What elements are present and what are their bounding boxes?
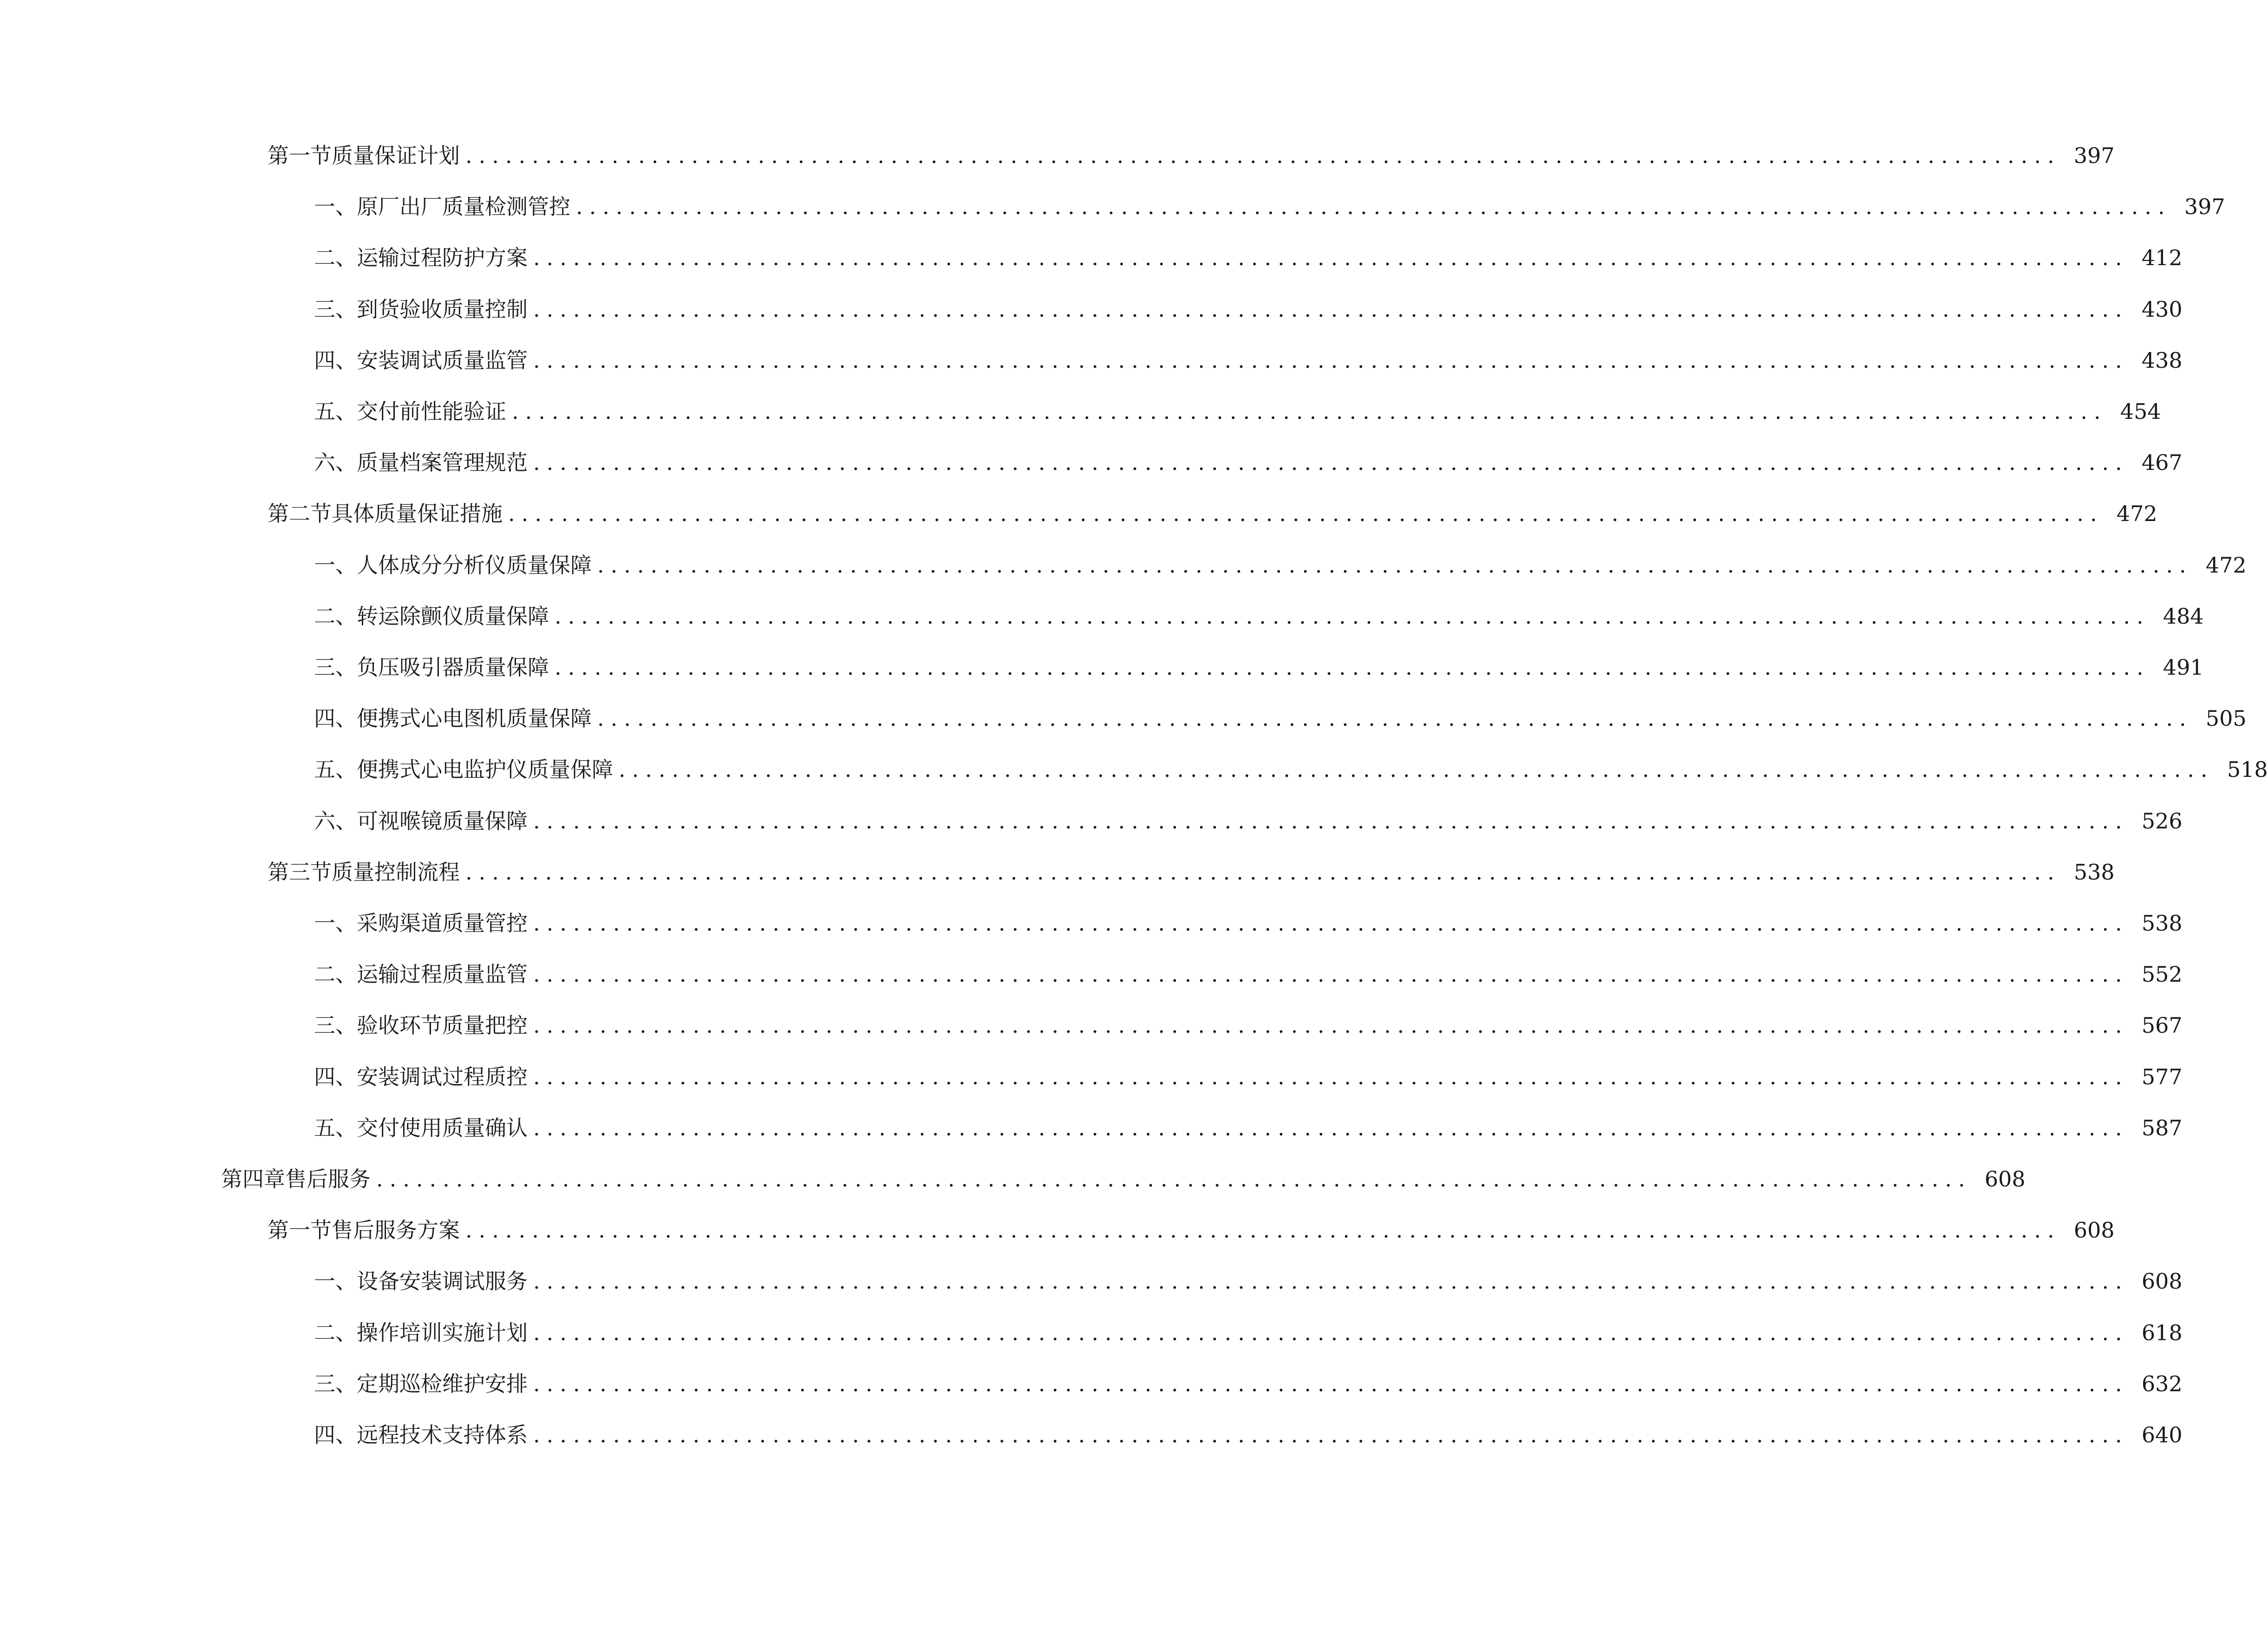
toc-entry-title: 原厂出厂质量检测管控 — [357, 194, 570, 219]
toc-entry-title: 具体质量保证措施 — [332, 501, 503, 526]
toc-entry-title: 采购渠道质量管控 — [357, 911, 528, 936]
toc-entry-number: 第一节 — [268, 143, 332, 168]
toc-page-number: 577 — [2141, 1064, 2183, 1089]
toc-entry[interactable] — [314, 751, 2268, 788]
toc-entry-number: 四、 — [314, 706, 357, 731]
toc-dot-leader: ........................................................................................................................ — [465, 143, 2061, 168]
toc-page-number: 397 — [2073, 143, 2115, 168]
toc-entry[interactable] — [314, 1314, 2183, 1351]
toc-dot-leader: ........................................................................................................................ — [533, 1320, 2129, 1345]
toc-entry[interactable] — [314, 342, 2183, 379]
toc-entry[interactable] — [314, 188, 2225, 225]
toc-entry-title: 定期巡检维护安排 — [357, 1371, 528, 1396]
toc-entry[interactable] — [314, 956, 2183, 993]
toc-entry-number: 一、 — [314, 911, 357, 936]
toc-page-number: 538 — [2141, 911, 2183, 936]
toc-entry-title: 安装调试质量监管 — [357, 348, 528, 373]
toc-dot-leader: ........................................................................................................................ — [555, 655, 2150, 680]
toc-dot-leader: ........................................................................................................................ — [533, 1269, 2129, 1294]
toc-entry[interactable] — [314, 1416, 2183, 1453]
toc-page-number: 438 — [2141, 348, 2183, 373]
toc-entry-number: 五、 — [314, 399, 357, 424]
toc-entry-number: 三、 — [314, 1371, 357, 1396]
toc-dot-leader: ........................................................................................................................ — [465, 860, 2061, 885]
toc-page-number: 567 — [2141, 1013, 2183, 1038]
toc-entry-title: 转运除颤仪质量保障 — [357, 604, 549, 629]
toc-entry-number: 四、 — [314, 1064, 357, 1089]
toc-entry-title: 售后服务方案 — [332, 1218, 460, 1243]
toc-entry-title: 验收环节质量把控 — [357, 1013, 528, 1038]
toc-page-number: 640 — [2141, 1422, 2183, 1447]
toc-entry-title: 负压吸引器质量保障 — [357, 655, 549, 680]
toc-entry-number: 一、 — [314, 1269, 357, 1294]
toc-entry[interactable] — [314, 1365, 2183, 1402]
toc-page-number: 484 — [2163, 604, 2204, 629]
toc-page-number: 505 — [2205, 706, 2247, 731]
toc-dot-leader: ........................................................................................................................ — [555, 604, 2150, 629]
toc-entry[interactable] — [314, 291, 2183, 328]
toc-dot-leader: ........................................................................................................................ — [533, 911, 2129, 936]
toc-entry-number: 二、 — [314, 1320, 357, 1345]
toc-entry[interactable] — [268, 1212, 2115, 1249]
toc-entry[interactable] — [268, 495, 2157, 532]
toc-entry-number: 五、 — [314, 1115, 357, 1140]
toc-entry-title: 安装调试过程质控 — [357, 1064, 528, 1089]
toc-page-number: 552 — [2141, 962, 2183, 987]
toc-entry-number: 三、 — [314, 297, 357, 322]
toc-entry-number: 三、 — [314, 1013, 357, 1038]
toc-entry[interactable] — [314, 444, 2183, 481]
toc-entry-number: 六、 — [314, 450, 357, 475]
toc-page-number: 618 — [2141, 1320, 2183, 1345]
toc-page-number: 518 — [2227, 757, 2268, 782]
toc-entry[interactable] — [314, 905, 2183, 942]
toc-page-number: 491 — [2163, 655, 2204, 680]
toc-entry-title: 售后服务 — [285, 1166, 371, 1192]
toc-entry-title: 运输过程防护方案 — [357, 245, 528, 270]
toc-page-number: 538 — [2073, 860, 2115, 885]
toc-entry-number: 五、 — [314, 757, 357, 782]
toc-entry[interactable] — [314, 700, 2247, 737]
toc-entry-number: 六、 — [314, 808, 357, 834]
toc-page-number: 430 — [2141, 297, 2183, 322]
toc-entry[interactable] — [314, 547, 2247, 584]
toc-page-number: 608 — [1984, 1166, 2026, 1192]
toc-page-number: 467 — [2141, 450, 2183, 475]
toc-dot-leader: ........................................................................................................................ — [597, 706, 2193, 731]
toc-entry[interactable] — [314, 802, 2183, 840]
toc-page-number: 526 — [2141, 808, 2183, 834]
toc-entry-title: 质量控制流程 — [332, 860, 460, 885]
toc-dot-leader: ........................................................................................................................ — [376, 1166, 1972, 1192]
toc-dot-leader: ........................................................................................................................ — [508, 501, 2104, 526]
toc-entry-title: 质量保证计划 — [332, 143, 460, 168]
toc-entry-title: 质量档案管理规范 — [357, 450, 528, 475]
toc-dot-leader: ........................................................................................................................ — [512, 399, 2107, 424]
toc-entry-number: 四、 — [314, 348, 357, 373]
toc-entry-number: 第四章 — [221, 1166, 285, 1192]
toc-dot-leader: ........................................................................................................................ — [533, 348, 2129, 373]
toc-dot-leader: ........................................................................................................................ — [533, 297, 2129, 322]
toc-dot-leader: ........................................................................................................................ — [576, 194, 2171, 219]
toc-dot-leader: ........................................................................................................................ — [619, 757, 2214, 782]
toc-page-number: 472 — [2205, 553, 2247, 578]
toc-page-number: 632 — [2141, 1371, 2183, 1396]
toc-entry[interactable] — [314, 649, 2204, 686]
toc-page-number: 472 — [2116, 501, 2157, 526]
toc-entry-title: 到货验收质量控制 — [357, 297, 528, 322]
toc-entry-title: 运输过程质量监管 — [357, 962, 528, 987]
toc-entry[interactable] — [314, 1263, 2183, 1300]
toc-dot-leader: ........................................................................................................................ — [533, 450, 2129, 475]
toc-entry-number: 一、 — [314, 194, 357, 219]
toc-entry-title: 设备安装调试服务 — [357, 1269, 528, 1294]
toc-dot-leader: ........................................................................................................................ — [533, 1064, 2129, 1089]
toc-page-number: 412 — [2141, 245, 2183, 270]
toc-entry[interactable] — [268, 137, 2115, 174]
toc-entry[interactable] — [268, 854, 2115, 891]
toc-dot-leader: ........................................................................................................................ — [533, 962, 2129, 987]
toc-entry[interactable] — [314, 393, 2161, 430]
toc-entry-number: 三、 — [314, 655, 357, 680]
toc-dot-leader: ........................................................................................................................ — [533, 808, 2129, 834]
toc-entry[interactable] — [314, 239, 2183, 276]
toc-entry-title: 便携式心电图机质量保障 — [357, 706, 592, 731]
toc-page-number: 454 — [2120, 399, 2161, 424]
toc-entry-number: 第二节 — [268, 501, 332, 526]
toc-entry-number: 第三节 — [268, 860, 332, 885]
toc-entry-title: 交付前性能验证 — [357, 399, 506, 424]
toc-entry[interactable] — [314, 1007, 2183, 1044]
toc-entry-number: 二、 — [314, 245, 357, 270]
toc-entry[interactable] — [314, 598, 2204, 635]
toc-page-number: 587 — [2141, 1115, 2183, 1140]
toc-dot-leader: ........................................................................................................................ — [533, 1371, 2129, 1396]
toc-entry-number: 四、 — [314, 1422, 357, 1447]
toc-entry-title: 远程技术支持体系 — [357, 1422, 528, 1447]
toc-entry-title: 操作培训实施计划 — [357, 1320, 528, 1345]
toc-dot-leader: ........................................................................................................................ — [533, 245, 2129, 270]
toc-dot-leader: ........................................................................................................................ — [533, 1013, 2129, 1038]
toc-dot-leader: ........................................................................................................................ — [533, 1115, 2129, 1140]
toc-entry-title: 可视喉镜质量保障 — [357, 808, 528, 834]
toc-entry[interactable] — [314, 1058, 2183, 1095]
toc-entry[interactable] — [314, 1109, 2183, 1147]
toc-entry-number: 一、 — [314, 553, 357, 578]
toc-dot-leader: ........................................................................................................................ — [465, 1218, 2061, 1243]
toc-dot-leader: ........................................................................................................................ — [533, 1422, 2129, 1447]
toc-entry-title: 人体成分分析仪质量保障 — [357, 553, 592, 578]
toc-page-number: 608 — [2073, 1218, 2115, 1243]
toc-entry-title: 便携式心电监护仪质量保障 — [357, 757, 613, 782]
toc-entry-number: 第一节 — [268, 1218, 332, 1243]
toc-entry-number: 二、 — [314, 604, 357, 629]
toc-entry[interactable] — [221, 1160, 2026, 1198]
toc-entry-number: 二、 — [314, 962, 357, 987]
toc-page-number: 397 — [2184, 194, 2225, 219]
toc-dot-leader: ........................................................................................................................ — [597, 553, 2193, 578]
toc-entry-title: 交付使用质量确认 — [357, 1115, 528, 1140]
toc-page-number: 608 — [2141, 1269, 2183, 1294]
